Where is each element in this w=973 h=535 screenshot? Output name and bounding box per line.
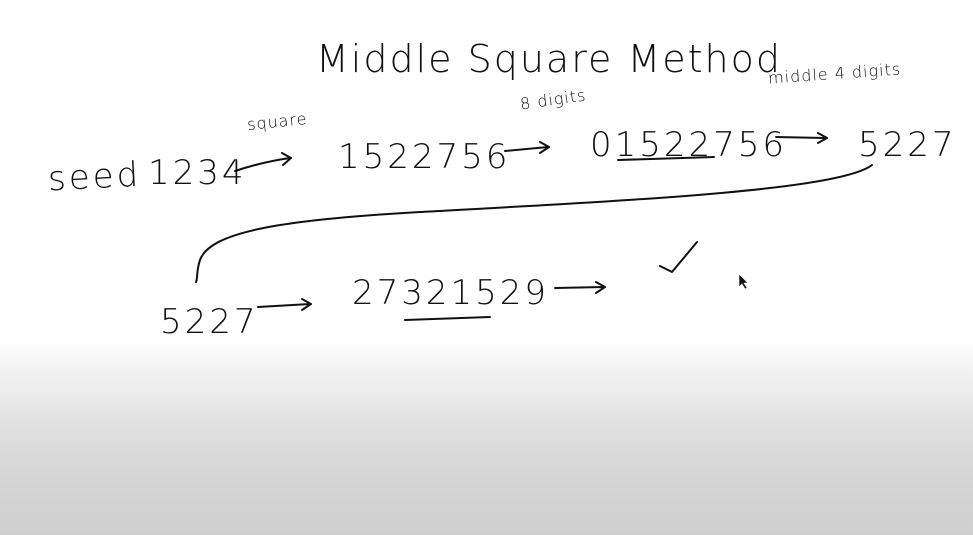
middle-digits-1: 5227: [858, 125, 957, 165]
label-8-digits: 8 digits: [518, 85, 588, 114]
arrow-icon: [258, 299, 311, 310]
page-title: Middle Square Method: [316, 37, 782, 81]
squared-value-1: 1522756: [338, 137, 511, 177]
seed-word: seed: [47, 154, 143, 200]
connector-curve: [196, 165, 872, 282]
label-middle-4-digits: middle 4 digits: [767, 59, 902, 88]
squared-value-2: 27321529: [352, 273, 550, 313]
underline-middle-digits: [405, 317, 490, 320]
checkmark-icon: [660, 242, 697, 272]
label-square: square: [246, 108, 309, 135]
arrow-icon: [555, 282, 605, 293]
seed-value-2: 5227: [160, 302, 259, 342]
mouse-cursor-icon: [739, 274, 748, 289]
arrow-icon: [505, 142, 549, 153]
seed-value: 1234: [148, 153, 247, 193]
padded-value-1: 01522756: [590, 125, 788, 165]
